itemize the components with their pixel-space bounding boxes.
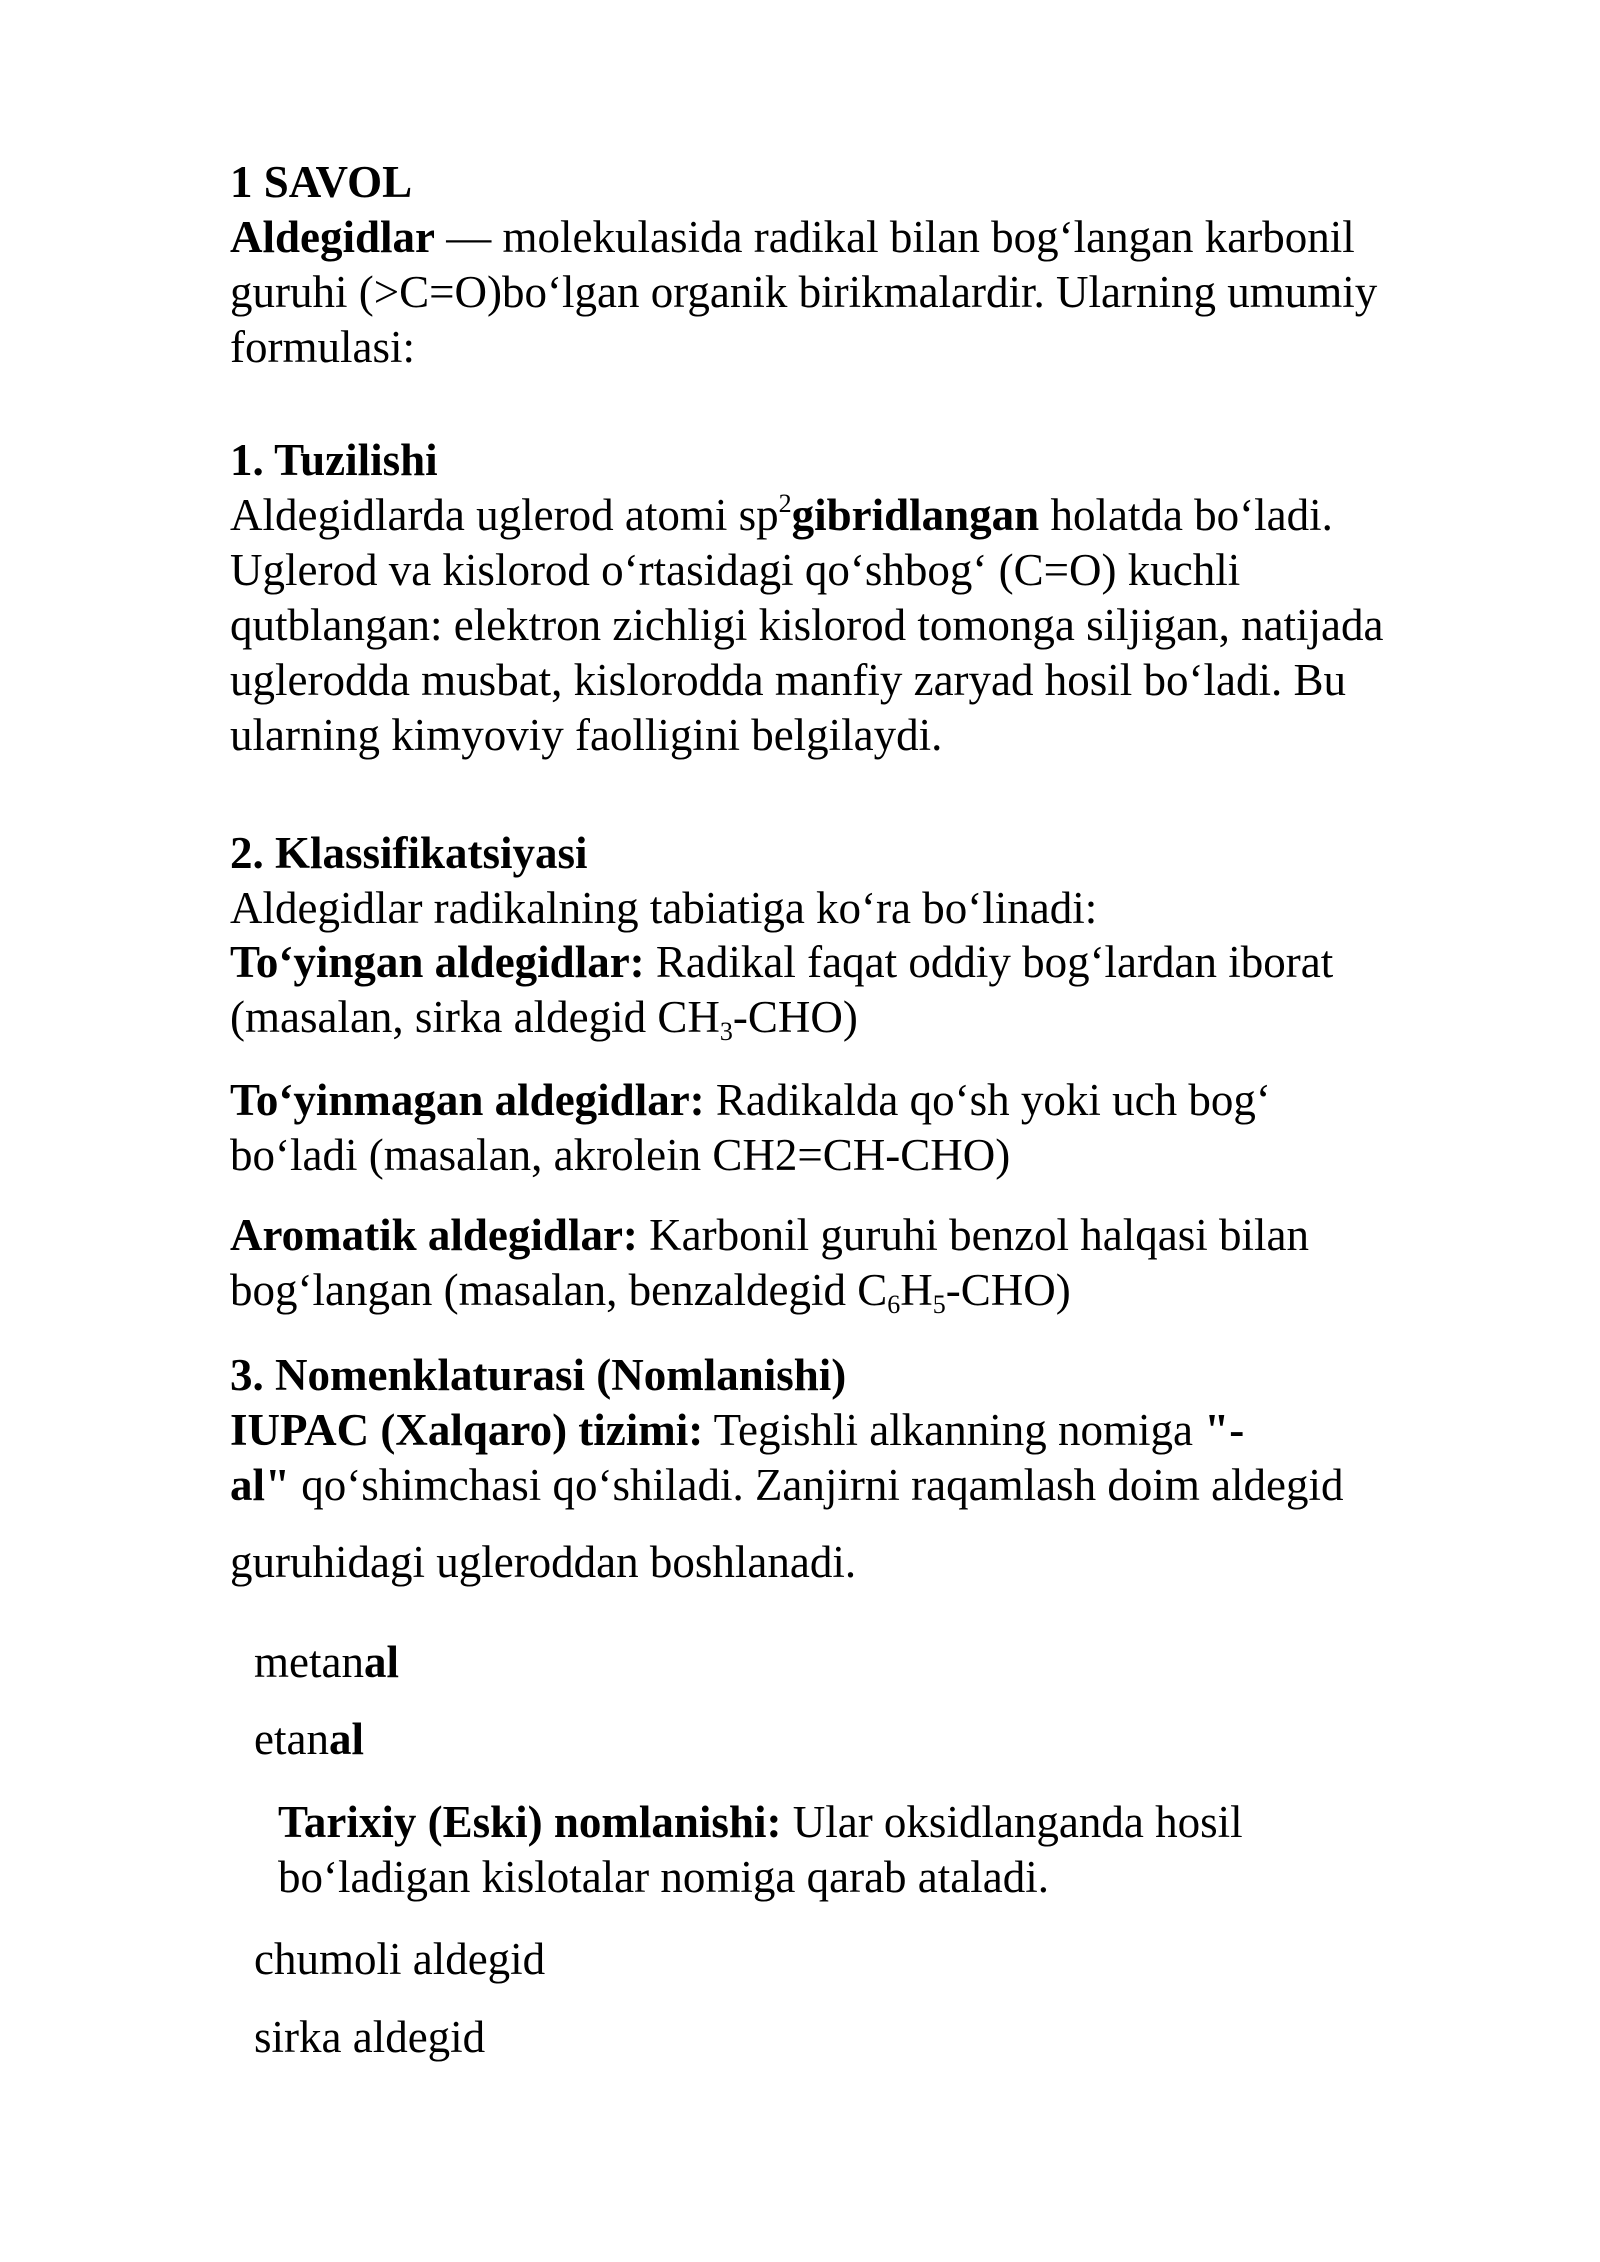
section-1-line-3: qutblangan: elektron zichligi kislorod tomonga siljigan, natijada [230, 600, 1384, 650]
section-1-line-2: Uglerod va kislorod o‘rtasidagi qo‘shbog‘ (C=O) kuchli [230, 545, 1241, 595]
section-1-line-4: uglerodda musbat, kislorodda manfiy zaryad hosil bo‘ladi. Bu [230, 655, 1347, 705]
historic-paragraph: Tarixiy (Eski) nomlanishi: Ular oksidlanganda hosil bo‘ladigan kislotalar nomiga qarab ataladi. [278, 1797, 1243, 1902]
section-3-title: 3. Nomenklaturasi (Nomlanishi) [230, 1350, 847, 1400]
section-2-title: 2. Klassifikatsiyasi [230, 828, 588, 878]
class-item-aromatic: Aromatik aldegidlar: Karbonil guruhi benzol halqasi bilan bog‘langan (masalan, benzaldegid $C_6H_5-CHO$) [230, 1210, 1309, 1319]
intro-paragraph [230, 210, 1530, 375]
section-1-paragraph [230, 488, 1530, 763]
example-sirka-aldegid: sirka aldegid [254, 2012, 486, 2062]
section-1-title: 1. Tuzilishi [230, 435, 438, 485]
term-aldegidlar: Aldegidlar [230, 212, 436, 262]
section-1-line-1: Aldegidlarda uglerod atomi $sp^2gibridlangan$ holatda bo‘ladi. [230, 489, 1333, 540]
intro-line-3: formulasi: [230, 322, 415, 372]
example-etanal: etanal [254, 1714, 364, 1764]
iupac-paragraph: IUPAC (Xalqaro) tizimi: Tegishli alkanning nomiga "- al" qo‘shimchasi qo‘shiladi. Zanjirni raqamlash doim aldegid guruhidagi ugleroddan boshlanadi. [230, 1405, 1344, 1587]
section-2-intro: Aldegidlar radikalning tabiatiga ko‘ra bo‘linadi: [230, 883, 1098, 933]
class-item-saturated: To‘yingan aldegidlar: Radikal faqat oddiy bog‘lardan iborat (masalan, sirka aldegid $CH_3-CHO$) [230, 937, 1334, 1046]
class-item-unsaturated: To‘yinmagan aldegidlar: Radikalda qo‘sh yoki uch bog‘ bo‘ladi (masalan, akrolein CH2=CH-CHO) [230, 1075, 1271, 1180]
example-metanal: metanal [254, 1637, 399, 1687]
section-1-line-5: ularning kimyoviy faolligini belgilaydi. [230, 710, 943, 760]
intro-line-1: Aldegidlar — molekulasida radikal bilan bog‘langan karbonil [230, 212, 1355, 262]
question-heading: 1 SAVOL [230, 157, 413, 207]
example-chumoli-aldegid: chumoli aldegid [254, 1934, 546, 1984]
intro-line-2: guruhi (>C=O)bo‘lgan organik birikmalardir. Ularning umumiy [230, 267, 1378, 317]
